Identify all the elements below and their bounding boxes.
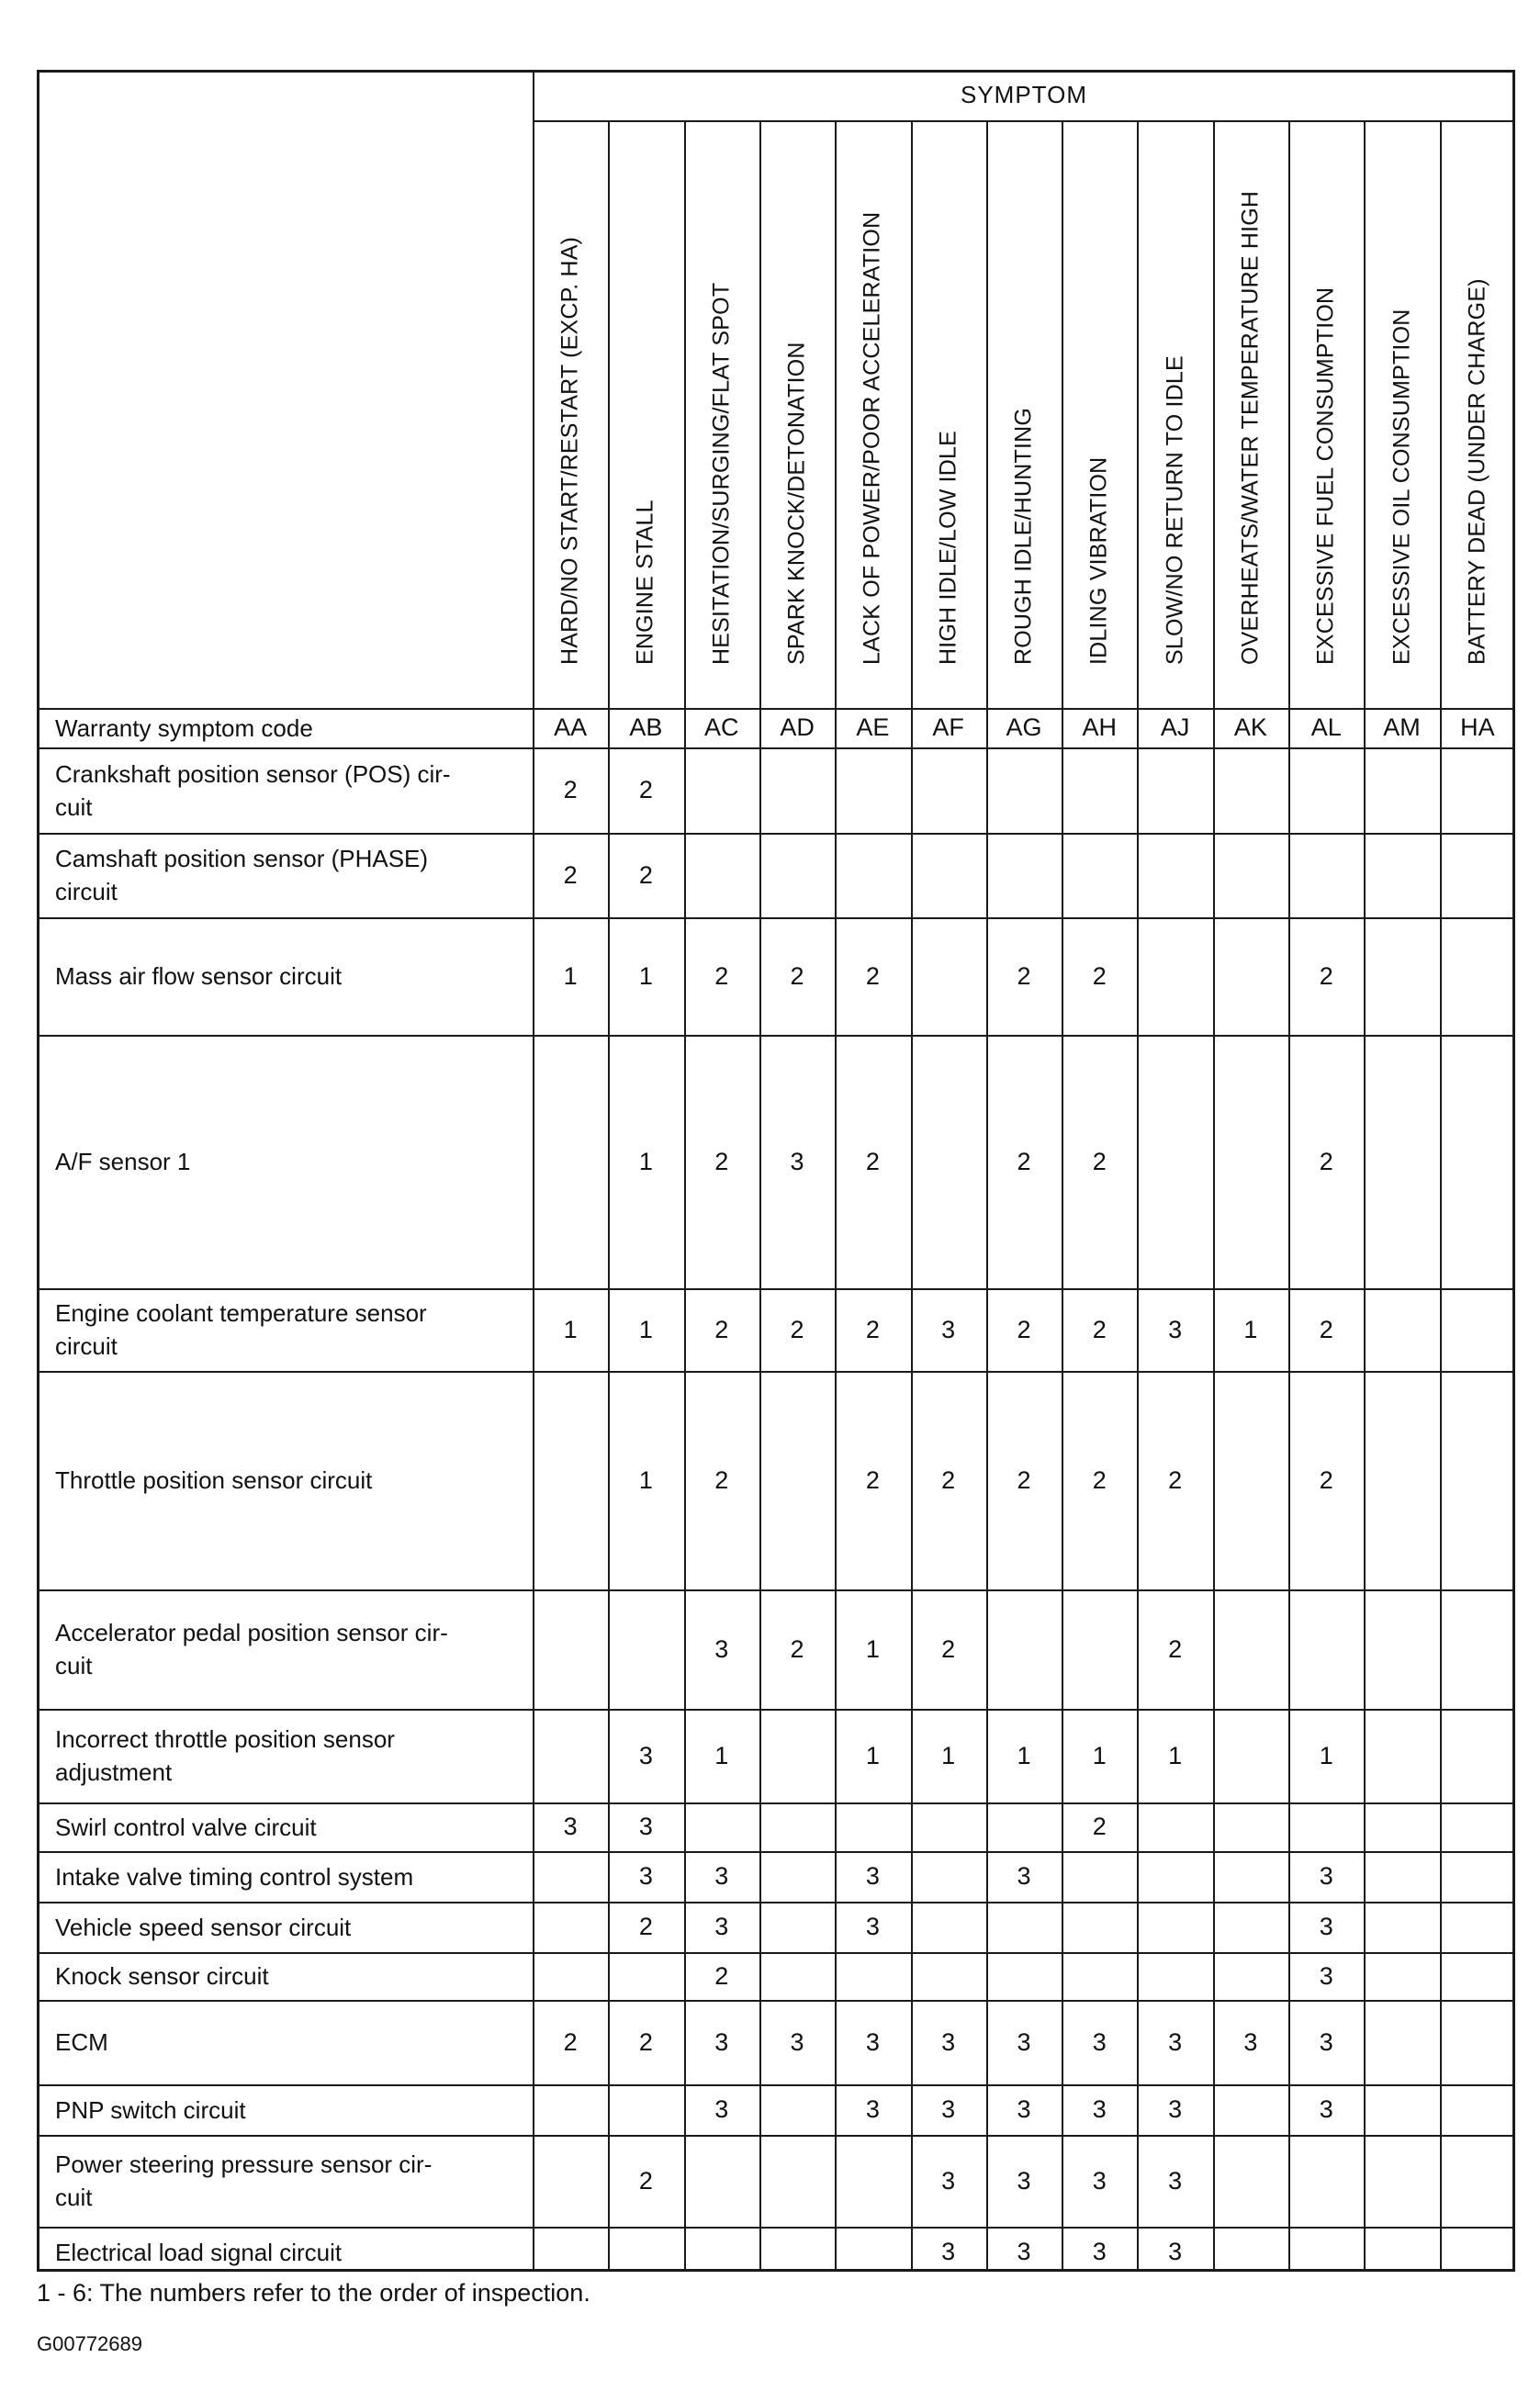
inspection-order-cell: 2 (941, 1465, 956, 1494)
inspection-order-cell: 3 (1017, 2166, 1031, 2195)
inspection-order-cell: 3 (1168, 2095, 1183, 2123)
inspection-order-cell (1213, 2135, 1288, 2227)
inspection-order-cell (684, 2135, 759, 2227)
inspection-order-cell: 3 (638, 1813, 653, 1840)
inspection-order-cell (759, 833, 835, 917)
inspection-order-cell (835, 2227, 910, 2277)
table-row-label: Intake valve timing control system (55, 1862, 414, 1891)
table-row-label: Electrical load signal circuit (55, 2238, 343, 2266)
inspection-order-cell (759, 1952, 835, 2000)
inspection-order-cell: 3 (941, 2095, 956, 2123)
inspection-order-cell: 3 (1168, 2166, 1183, 2195)
inspection-order-cell (911, 1902, 986, 1952)
inspection-order-cell (1213, 1902, 1288, 1952)
inspection-order-cell (1137, 833, 1212, 917)
inspection-order-cell (684, 2227, 759, 2277)
inspection-order-cell: 3 (714, 1913, 729, 1940)
warranty-code: AF (932, 713, 964, 741)
inspection-order-cell (1288, 1802, 1364, 1851)
inspection-order-cell (1440, 1709, 1515, 1802)
inspection-order-cell: 3 (1092, 2166, 1107, 2195)
symptom-header-label: HESITATION/SURGING/FLAT SPOT (708, 282, 735, 665)
inspection-order-cell (533, 1035, 608, 1288)
inspection-order-cell (684, 747, 759, 833)
inspection-order-cell: 2 (865, 961, 880, 990)
inspection-order-cell: 3 (1319, 1913, 1333, 1940)
inspection-order-cell: 3 (1168, 2027, 1183, 2056)
warranty-code: AB (629, 713, 663, 741)
inspection-order-cell (759, 1902, 835, 1952)
inspection-order-cell: 3 (941, 2238, 956, 2265)
inspection-order-cell: 2 (638, 2166, 653, 2195)
symptom-header (1213, 120, 1288, 708)
symptom-header (1137, 120, 1212, 708)
warranty-code: AG (1006, 713, 1042, 741)
inspection-order-cell (1364, 1952, 1439, 2000)
inspection-order-cell (1440, 1035, 1515, 1288)
table-row-label: Knock sensor circuit (55, 1962, 269, 1990)
symptom-header-label: EXCESSIVE FUEL CONSUMPTION (1312, 286, 1339, 665)
inspection-order-cell: 1 (638, 1465, 653, 1494)
inspection-order-cell (759, 1371, 835, 1589)
inspection-order-cell (1440, 1371, 1515, 1589)
inspection-order-cell (759, 2227, 835, 2277)
inspection-order-cell (533, 2084, 608, 2135)
inspection-order-cell: 3 (1017, 2095, 1031, 2123)
inspection-order-cell (1288, 2135, 1364, 2227)
inspection-order-cell: 3 (1319, 1862, 1333, 1890)
inspection-order-cell (986, 833, 1062, 917)
inspection-order-cell: 3 (865, 1913, 880, 1940)
warranty-code: AJ (1160, 713, 1190, 741)
inspection-order-cell (1364, 2135, 1439, 2227)
inspection-order-cell (1213, 1851, 1288, 1902)
inspection-order-cell (759, 1851, 835, 1902)
inspection-order-cell (684, 1802, 759, 1851)
symptom-header (1440, 120, 1515, 708)
symptom-header-label: SPARK KNOCK/DETONATION (783, 342, 810, 665)
warranty-code: AK (1233, 713, 1267, 741)
inspection-order-cell (1364, 2084, 1439, 2135)
inspection-order-cell (1213, 833, 1288, 917)
inspection-order-cell: 3 (1319, 2027, 1333, 2056)
inspection-order-cell (986, 1589, 1062, 1709)
inspection-order-cell: 3 (714, 1634, 729, 1663)
warranty-code: AH (1082, 713, 1118, 741)
inspection-order-cell (533, 1902, 608, 1952)
inspection-order-cell (835, 1952, 910, 2000)
inspection-order-cell (1440, 747, 1515, 833)
inspection-order-cell (1364, 1035, 1439, 1288)
symptom-header-label: BATTERY DEAD (UNDER CHARGE) (1464, 278, 1490, 665)
inspection-order-cell: 3 (941, 2166, 956, 2195)
inspection-order-cell (1288, 1589, 1364, 1709)
warranty-code-label: Warranty symptom code (55, 713, 313, 742)
inspection-order-cell: 3 (714, 2095, 729, 2123)
inspection-order-cell (911, 917, 986, 1035)
inspection-order-cell (1137, 747, 1212, 833)
diagnosis-table (37, 70, 1515, 2272)
inspection-order-cell: 3 (790, 2027, 804, 2056)
inspection-order-cell: 2 (714, 961, 729, 990)
symptom-header (608, 120, 683, 708)
table-row-label: Mass air flow sensor circuit (55, 962, 343, 990)
inspection-order-cell: 3 (1319, 2095, 1333, 2123)
inspection-order-cell: 2 (1319, 1465, 1333, 1494)
inspection-order-cell: 2 (1017, 961, 1031, 990)
table-row-label: Vehicle speed sensor circuit (55, 1913, 352, 1941)
table-row-label: Accelerator pedal position sensor cir- cuit (55, 1619, 448, 1679)
inspection-order-cell: 3 (1092, 2095, 1107, 2123)
symptom-header (759, 120, 835, 708)
inspection-order-cell (911, 1952, 986, 2000)
inspection-order-cell: 2 (1168, 1465, 1183, 1494)
inspection-order-cell: 1 (563, 961, 578, 990)
table-row-label: Power steering pressure sensor cir- cuit (55, 2150, 433, 2211)
warranty-code: AE (856, 713, 890, 741)
inspection-order-cell: 3 (638, 1741, 653, 1769)
inspection-order-cell: 1 (638, 1315, 653, 1343)
inspection-order-cell: 3 (1243, 2027, 1258, 2056)
inspection-order-cell: 3 (941, 1315, 956, 1343)
warranty-code: AA (554, 713, 588, 741)
inspection-order-cell (986, 1902, 1062, 1952)
inspection-order-cell (835, 833, 910, 917)
inspection-order-cell (1288, 833, 1364, 917)
inspection-order-cell (1440, 1288, 1515, 1371)
symptom-header-label: HARD/NO START/RESTART (EXCP. HA) (556, 236, 583, 665)
inspection-order-cell (1364, 1589, 1439, 1709)
inspection-order-cell (759, 1802, 835, 1851)
inspection-order-cell (608, 1952, 683, 2000)
table-row-label: PNP switch circuit (55, 2095, 246, 2124)
inspection-order-cell (684, 833, 759, 917)
inspection-order-cell (1062, 833, 1137, 917)
inspection-order-cell (1364, 917, 1439, 1035)
inspection-order-cell: 2 (563, 860, 578, 889)
inspection-order-cell (1364, 2227, 1439, 2277)
table-row-label: Throttle position sensor circuit (55, 1466, 373, 1494)
symptom-header-label: SLOW/NO RETURN TO IDLE (1162, 355, 1188, 665)
inspection-order-cell (608, 1589, 683, 1709)
inspection-order-cell: 2 (1092, 1147, 1107, 1175)
symptom-header-label: HIGH IDLE/LOW IDLE (935, 430, 961, 665)
inspection-order-cell (533, 1371, 608, 1589)
inspection-order-cell: 1 (714, 1741, 729, 1769)
symptom-header-label: ROUGH IDLE/HUNTING (1010, 407, 1037, 665)
inspection-order-cell (1288, 2227, 1364, 2277)
inspection-order-cell (911, 747, 986, 833)
symptom-header (1288, 120, 1364, 708)
table-row-label: Crankshaft position sensor (POS) cir- cuit (55, 759, 451, 821)
inspection-order-cell (1364, 833, 1439, 917)
inspection-order-cell (1213, 1709, 1288, 1802)
inspection-order-cell (1364, 1288, 1439, 1371)
inspection-order-cell (533, 2135, 608, 2227)
inspection-order-cell: 3 (1017, 2238, 1031, 2265)
inspection-order-cell: 2 (714, 1961, 729, 1990)
inspection-order-cell: 3 (1168, 2238, 1183, 2265)
symptom-header (1364, 120, 1439, 708)
inspection-order-cell: 2 (1092, 1315, 1107, 1343)
inspection-order-cell: 2 (865, 1315, 880, 1343)
inspection-order-cell (759, 747, 835, 833)
table-row-label: Incorrect throttle position sensor adjustment (55, 1725, 395, 1786)
symptom-header (533, 120, 608, 708)
inspection-order-cell (1364, 1902, 1439, 1952)
inspection-order-cell (1213, 917, 1288, 1035)
inspection-order-cell (1213, 1035, 1288, 1288)
inspection-order-cell: 2 (1092, 1813, 1107, 1840)
inspection-order-cell (1440, 1851, 1515, 1902)
inspection-order-cell: 1 (941, 1741, 956, 1769)
inspection-order-cell (1440, 1902, 1515, 1952)
inspection-order-cell (1062, 747, 1137, 833)
inspection-order-cell: 3 (865, 2027, 880, 2056)
inspection-order-cell: 3 (865, 1862, 880, 1890)
inspection-order-cell (1062, 1952, 1137, 2000)
inspection-order-cell (1440, 917, 1515, 1035)
inspection-order-cell (835, 747, 910, 833)
inspection-order-cell (1137, 1952, 1212, 2000)
inspection-order-cell: 2 (1319, 1147, 1333, 1175)
inspection-order-cell (608, 2227, 683, 2277)
symptom-header (911, 120, 986, 708)
inspection-order-cell (1137, 1851, 1212, 1902)
inspection-order-cell (1213, 1589, 1288, 1709)
inspection-order-cell: 2 (563, 776, 578, 803)
inspection-order-cell (986, 747, 1062, 833)
inspection-order-cell: 3 (790, 1147, 804, 1175)
symptom-header (684, 120, 759, 708)
warranty-code: AM (1383, 713, 1421, 741)
inspection-order-cell (1213, 747, 1288, 833)
inspection-order-cell (1288, 747, 1364, 833)
warranty-code: AC (704, 713, 739, 741)
inspection-order-cell: 2 (865, 1465, 880, 1494)
inspection-order-cell (533, 1709, 608, 1802)
inspection-order-cell (1440, 1589, 1515, 1709)
table-row-label: ECM (55, 2028, 108, 2056)
inspection-order-cell: 2 (790, 1315, 804, 1343)
inspection-order-cell (835, 2135, 910, 2227)
symptom-header (835, 120, 910, 708)
inspection-order-cell (1137, 1802, 1212, 1851)
inspection-order-cell (835, 1802, 910, 1851)
inspection-order-cell (1364, 1802, 1439, 1851)
inspection-order-cell: 1 (638, 961, 653, 990)
inspection-order-cell (759, 1709, 835, 1802)
inspection-order-cell: 1 (1168, 1741, 1183, 1769)
inspection-order-cell (1440, 1952, 1515, 2000)
warranty-code: AD (780, 713, 815, 741)
inspection-order-cell: 3 (1319, 1961, 1333, 1990)
inspection-order-cell: 2 (1168, 1634, 1183, 1663)
inspection-order-cell (1137, 917, 1212, 1035)
inspection-order-cell: 3 (865, 2095, 880, 2123)
inspection-order-cell (1062, 1851, 1137, 1902)
table-row-label: A/F sensor 1 (55, 1148, 191, 1175)
inspection-order-cell (1213, 1802, 1288, 1851)
figure-code: G00772689 (37, 2332, 142, 2355)
inspection-order-cell (1440, 833, 1515, 917)
table-row-label: Swirl control valve circuit (55, 1813, 317, 1841)
inspection-order-cell (1364, 1371, 1439, 1589)
symptom-header-label: IDLING VIBRATION (1085, 456, 1112, 665)
inspection-order-cell: 3 (1017, 1862, 1031, 1890)
inspection-order-cell: 2 (1319, 961, 1333, 990)
inspection-order-cell: 1 (638, 1147, 653, 1175)
inspection-order-cell (1440, 1802, 1515, 1851)
symptom-header-label: EXCESSIVE OIL CONSUMPTION (1388, 309, 1415, 665)
inspection-order-cell: 2 (790, 1634, 804, 1663)
inspection-order-cell: 2 (714, 1147, 729, 1175)
inspection-order-cell (911, 1802, 986, 1851)
inspection-order-cell (533, 1851, 608, 1902)
table-row-label: Engine coolant temperature sensor circuit (55, 1299, 427, 1360)
inspection-order-cell (759, 2135, 835, 2227)
symptom-header-label: ENGINE STALL (632, 500, 658, 665)
inspection-order-cell (1364, 1851, 1439, 1902)
inspection-order-cell: 2 (1092, 961, 1107, 990)
inspection-order-cell (1440, 2000, 1515, 2084)
inspection-order-cell: 1 (1092, 1741, 1107, 1769)
inspection-order-cell (608, 2084, 683, 2135)
inspection-order-cell: 2 (1092, 1465, 1107, 1494)
inspection-order-cell (1062, 1902, 1137, 1952)
inspection-order-cell: 2 (714, 1465, 729, 1494)
inspection-order-cell: 1 (865, 1741, 880, 1769)
inspection-order-cell: 2 (1017, 1147, 1031, 1175)
inspection-order-cell (1364, 1709, 1439, 1802)
inspection-order-cell (1364, 2000, 1439, 2084)
symptom-group-header: SYMPTOM (961, 81, 1087, 108)
inspection-order-cell: 3 (714, 2027, 729, 2056)
inspection-order-cell: 2 (638, 860, 653, 889)
inspection-order-cell (1440, 2227, 1515, 2277)
table-row-label: Camshaft position sensor (PHASE) circuit (55, 845, 429, 905)
inspection-order-cell (911, 1035, 986, 1288)
inspection-order-cell: 2 (1017, 1465, 1031, 1494)
inspection-order-cell: 1 (865, 1634, 880, 1663)
inspection-order-cell (1440, 2135, 1515, 2227)
inspection-order-cell (1213, 2227, 1288, 2277)
inspection-order-cell: 1 (1319, 1741, 1333, 1769)
inspection-order-cell (986, 1802, 1062, 1851)
inspection-order-cell (986, 1952, 1062, 2000)
inspection-order-cell: 3 (941, 2027, 956, 2056)
warranty-code: AL (1310, 713, 1342, 741)
inspection-order-cell: 2 (638, 776, 653, 803)
inspection-order-cell: 3 (1092, 2027, 1107, 2056)
inspection-order-cell: 1 (563, 1315, 578, 1343)
inspection-order-cell (759, 2084, 835, 2135)
inspection-order-cell: 1 (1243, 1315, 1258, 1343)
warranty-code: HA (1460, 713, 1495, 741)
footnote: 1 - 6: The numbers refer to the order of inspection. (37, 2279, 590, 2307)
inspection-order-cell: 3 (714, 1862, 729, 1890)
inspection-order-cell (1062, 1589, 1137, 1709)
inspection-order-cell: 2 (638, 1913, 653, 1940)
inspection-order-cell (911, 1851, 986, 1902)
symptom-header-label: LACK OF POWER/POOR ACCELERATION (859, 211, 885, 665)
inspection-order-cell: 2 (790, 961, 804, 990)
inspection-order-cell: 2 (865, 1147, 880, 1175)
inspection-order-cell (1213, 1952, 1288, 2000)
inspection-order-cell (911, 833, 986, 917)
inspection-order-cell: 2 (1017, 1315, 1031, 1343)
inspection-order-cell (533, 1589, 608, 1709)
inspection-order-cell: 2 (714, 1315, 729, 1343)
inspection-order-cell: 2 (563, 2027, 578, 2056)
inspection-order-cell: 3 (563, 1813, 578, 1840)
symptom-header (986, 120, 1062, 708)
inspection-order-cell (1364, 747, 1439, 833)
inspection-order-cell (1137, 1902, 1212, 1952)
inspection-order-cell (1137, 1035, 1212, 1288)
inspection-order-cell (1213, 2084, 1288, 2135)
inspection-order-cell: 1 (1017, 1741, 1031, 1769)
inspection-order-cell: 3 (638, 1862, 653, 1890)
inspection-order-cell: 3 (1092, 2238, 1107, 2265)
inspection-order-cell: 2 (638, 2027, 653, 2056)
inspection-order-cell: 3 (1168, 1315, 1183, 1343)
inspection-order-cell: 2 (1319, 1315, 1333, 1343)
inspection-order-cell (1213, 1371, 1288, 1589)
inspection-order-cell (533, 1952, 608, 2000)
inspection-order-cell (533, 2227, 608, 2277)
inspection-order-cell: 3 (1017, 2027, 1031, 2056)
symptom-header (1062, 120, 1137, 708)
symptom-header-label: OVERHEATS/WATER TEMPERATURE HIGH (1237, 190, 1264, 665)
inspection-order-cell: 2 (941, 1634, 956, 1663)
inspection-order-cell (1440, 2084, 1515, 2135)
